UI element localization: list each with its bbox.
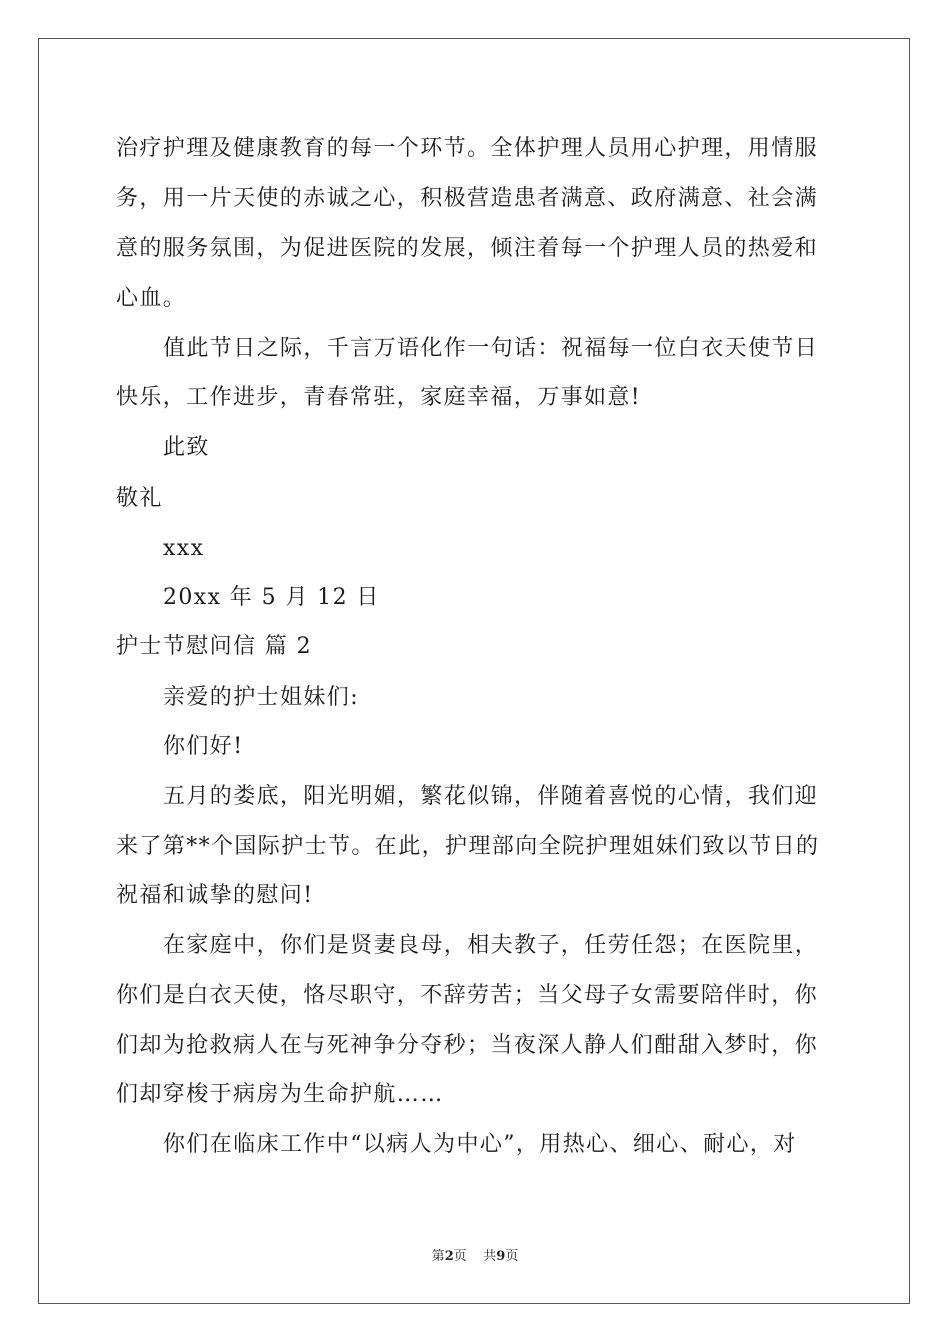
body-line: 意的服务氛围，为促进医院的发展，倾注着每一个护理人员的热爱和	[116, 236, 819, 261]
body-line: 在家庭中，你们是贤妻良母，相夫教子，任劳任怨；在医院里，	[163, 933, 819, 958]
current-page-number: 2	[444, 1249, 454, 1264]
body-line: 你们在临床工作中“以病人为中心”，用热心、细心、耐心，对	[163, 1132, 797, 1157]
page-label-prefix: 第	[431, 1249, 445, 1264]
closing-regards: 敬礼	[116, 486, 163, 511]
body-line: 们却穿梭于病房为生命护航……	[116, 1082, 444, 1107]
signature-date: 20xx 年 5 月 12 日	[163, 585, 380, 610]
body-line: 治疗护理及健康教育的每一个环节。全体护理人员用心护理，用情服	[116, 136, 819, 161]
page-border	[38, 38, 910, 1304]
body-line: 值此节日之际，千言万语化作一句话：祝福每一位白衣天使节日	[163, 336, 819, 361]
body-line: 来了第**个国际护士节。在此，护理部向全院护理姐妹们致以节日的	[116, 834, 820, 859]
closing-salutation: 此致	[163, 435, 210, 460]
body-line: 心血。	[116, 286, 187, 311]
body-line: 你们是白衣天使，恪尽职守，不辞劳苦；当父母子女需要陪伴时，你	[116, 983, 819, 1008]
page-label-suffix: 页	[505, 1249, 519, 1264]
body-line: 快乐，工作进步，青春常驻，家庭幸福，万事如意!	[116, 385, 642, 410]
section-heading: 护士节慰问信 篇 2	[116, 634, 312, 659]
page-label-mid: 页 共	[453, 1249, 497, 1264]
signature-name: xxx	[163, 536, 205, 561]
body-line: 祝福和诚挚的慰问!	[116, 883, 314, 908]
page-number-footer	[0, 1248, 950, 1266]
body-line: 五月的娄底，阳光明媚，繁花似锦，伴随着喜悦的心情，我们迎	[163, 784, 819, 809]
total-pages-number: 9	[496, 1249, 506, 1264]
letter-greeting: 亲爱的护士姐妹们:	[163, 685, 360, 710]
body-line: 务，用一片天使的赤诚之心，积极营造患者满意、政府满意、社会满	[116, 186, 819, 211]
body-line: 们却为抢救病人在与死神争分夺秒；当夜深人静人们酣甜入梦时，你	[116, 1033, 819, 1058]
letter-opening: 你们好!	[163, 734, 244, 759]
